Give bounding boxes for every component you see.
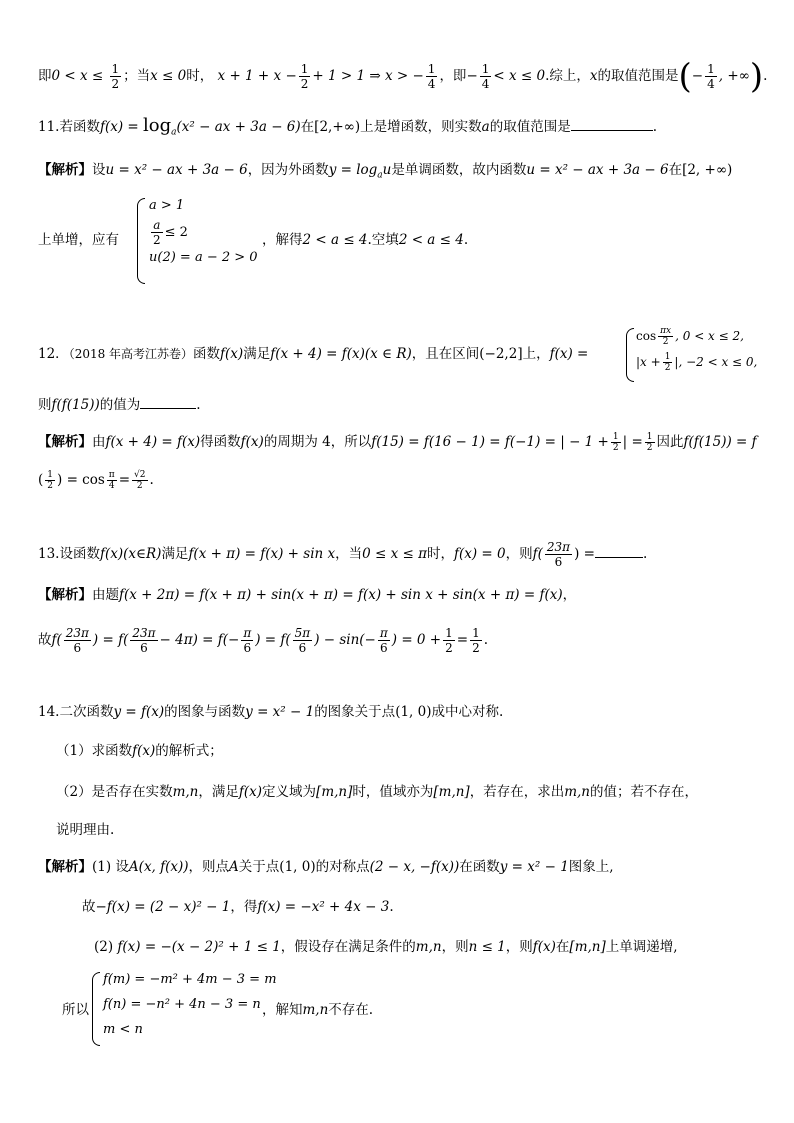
- fraction: $\frac{\pi x}{2}$: [660, 326, 672, 347]
- question-14-part2: （2）是否存在实数m,n，满足f(x)定义域为[m,n]时，值域亦为[m,n]，若存在，求出m,n的值；若不存在，: [56, 784, 698, 800]
- brace: [92, 972, 100, 1046]
- fraction: $\frac{1}{4}$: [427, 62, 436, 91]
- fraction: $\frac{1}{2}$: [472, 626, 480, 655]
- answer-13-line2: 故f( $\frac{23\pi}{6}$ ) = f( $\frac{23\pi}{6}$ − 4π) = f(− $\frac{\pi}{6}$ ) = f( $\frac{5\pi}{6}$ ) − sin(− $\frac{\pi}{6}$ ) = 0 + $\frac{1}{2}$ = $\frac{1}{2}$ .: [38, 626, 489, 655]
- answer-14-line4-result: ，解知m,n不存在.: [262, 1002, 374, 1018]
- fraction: $\frac{\pi}{4}$: [108, 470, 115, 491]
- fraction: $\frac{1}{2}$: [300, 62, 309, 91]
- fraction: $\frac{23\pi}{6}$: [132, 626, 156, 655]
- fraction: $\frac{23\pi}{6}$: [65, 626, 89, 655]
- question-14-part2-cont: 说明理由.: [56, 822, 115, 838]
- fraction: $\frac{1}{2}$: [445, 626, 453, 655]
- answer-14-line2: 故−f(x) = (2 − x)² − 1，得f(x) = −x² + 4x − 3.: [82, 899, 394, 915]
- answer-14-line4-label: 所以: [62, 1002, 89, 1018]
- fraction: $\frac{5\pi}{6}$: [294, 626, 311, 655]
- fraction: $\frac{1}{4}$: [481, 62, 490, 91]
- answer-blank: [571, 116, 653, 131]
- fraction: $\frac{1}{2}$: [47, 470, 54, 491]
- fraction: $\frac{23\pi}{6}$: [546, 540, 571, 569]
- answer-12-line2: ( $\frac{1}{2}$ ) = cos $\frac{\pi}{4}$ = $\frac{√2}{2}$ .: [38, 470, 154, 491]
- case-system-12: cos $\frac{\pi x}{2}$ , 0 < x ≤ 2, |x + $\frac{1}{2}$ |, −2 < x ≤ 0,: [636, 326, 758, 373]
- answer-11-line2-label: 上单增，应有: [38, 232, 119, 248]
- answer-14-line3: (2) f(x) = −(x − 2)² + 1 ≤ 1，假设存在满足条件的m,n，则n ≤ 1，则f(x)在[m,n]上单调递增,: [94, 939, 678, 955]
- fraction: $\frac{\pi}{6}$: [379, 626, 388, 655]
- answer-13-line1: 【解析】由题f(x + 2π) = f(x + π) + sin(x + π) = f(x) + sin x + sin(x + π) = f(x)，: [38, 587, 577, 603]
- answer-11-line1: 【解析】设u = x² − ax + 3a − 6，因为外函数$y = \log_au$是单调函数，故内函数u = x² − ax + 3a − 6在[2, +∞): [38, 162, 733, 181]
- question-13: 13.设函数f(x)(x∈R)满足f(x + π) = f(x) + sin x，当0 ≤ x ≤ π时，f(x) = 0，则f( $\frac{23\pi}{6}$ ) = .: [38, 540, 648, 569]
- answer-blank: [595, 543, 643, 558]
- fraction: $\frac{1}{4}$: [707, 62, 715, 91]
- fraction: $\frac{a}{2}$: [153, 218, 161, 247]
- question-12-line2: 则f(f(15))的值为 .: [38, 394, 201, 415]
- brace: [626, 328, 634, 382]
- fraction: $\frac{1}{2}$: [646, 432, 653, 453]
- question-11: 11.若函数$f(x) = \log_a(x^2$ − ax + 3a − 6)在[2,+∞)上是增函数，则实数a的取值范围是 .: [38, 115, 658, 138]
- answer-14-line1: 【解析】(1) 设A(x, f(x))，则点A关于点(1, 0)的对称点(2 − x, −f(x))在函数y = x² − 1图象上,: [38, 859, 614, 875]
- fraction: $\frac{√2}{2}$: [134, 470, 146, 491]
- brace: [137, 198, 145, 284]
- fraction: $\frac{\pi}{6}$: [243, 626, 252, 655]
- line-continuation: 即0 < x ≤ $\frac{1}{2}$ ；当x ≤ 0时， x + 1 + x − $\frac{1}{2}$ + 1 > 1 ⇒ x > − $\frac{1}{4}$ ，即− $\frac{1}{4}$ < x ≤ 0.综上，x的取值范围是(− $\frac{1}{4}$ , +∞).: [38, 56, 768, 97]
- fraction: $\frac{1}{2}$: [664, 352, 671, 373]
- question-12: 12．（2018 年高考江苏卷）函数f(x)满足f(x + 4) = f(x)(x ∈ R)，且在区间(−2,2]上，f(x) =: [38, 346, 589, 362]
- fraction: $\frac{1}{2}$: [612, 432, 619, 453]
- question-14-part1: （1）求函数f(x)的解析式；: [56, 743, 223, 759]
- case-system-11: a > 1 $\frac{a}{2}$ ≤ 2 u(2) = a − 2 > 0: [149, 198, 258, 265]
- answer-12-line1: 【解析】由f(x + 4) = f(x)得函数f(x)的周期为 4，所以f(15) = f(16 − 1) = f(−1) = | − 1 + $\frac{1}{2}$ | = $\frac{1}{2}$ 因此f(f(15)) = f: [38, 432, 757, 453]
- fraction: $\frac{1}{2}$: [111, 62, 120, 91]
- answer-11-line2-result: ，解得2 < a ≤ 4.空填2 < a ≤ 4.: [262, 232, 469, 248]
- question-14: 14.二次函数y = f(x)的图象与函数y = x² − 1的图象关于点(1, 0)成中心对称.: [38, 704, 504, 720]
- answer-blank: [140, 394, 196, 409]
- case-system-14: f(m) = −m² + 4m − 3 = m f(n) = −n² + 4n − 3 = n m < n: [103, 972, 277, 1037]
